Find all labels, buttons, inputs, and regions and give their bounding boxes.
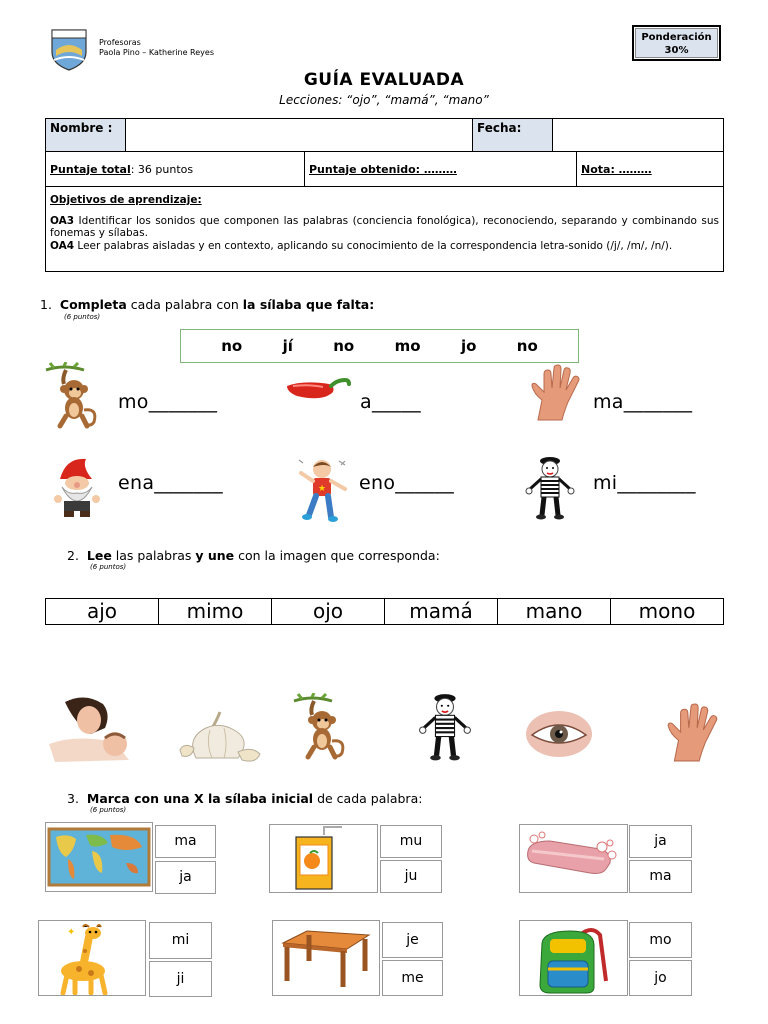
word-cell[interactable]: mamá <box>385 599 498 624</box>
soap-icon <box>519 824 628 893</box>
objectives-title: Objetivos de aprendizaje: <box>50 194 202 206</box>
monkey-icon <box>44 362 102 430</box>
weight-value: 30% <box>664 45 689 56</box>
syllable-option[interactable]: ma <box>155 825 216 858</box>
q1-points: (6 puntos) <box>64 313 101 321</box>
syllable-option[interactable]: ji <box>149 961 212 997</box>
q1-heading <box>40 297 374 312</box>
score-table <box>45 151 724 187</box>
weight-label: Ponderación <box>641 32 712 43</box>
word-blank[interactable]: mi________ <box>593 472 696 494</box>
objective-oa3 <box>50 215 719 240</box>
student-info-table <box>45 118 724 152</box>
name-label: Nombre : <box>46 119 126 152</box>
obtained-score[interactable] <box>305 152 577 187</box>
date-field[interactable] <box>553 119 724 152</box>
syllable: mo <box>394 337 421 355</box>
syllable-option[interactable]: ja <box>629 825 692 858</box>
hand-icon <box>528 364 584 422</box>
syllable: no <box>333 337 355 355</box>
mother-baby-icon[interactable] <box>45 694 137 766</box>
word-blank[interactable]: mo_______ <box>118 391 218 413</box>
teachers-label: Profesoras <box>99 38 141 47</box>
word-blank[interactable]: eno______ <box>359 472 455 494</box>
map-icon <box>45 822 153 892</box>
oa4-code: OA4 <box>50 239 75 252</box>
syllable-bank <box>180 329 579 363</box>
syllable-option[interactable]: mo <box>629 922 692 958</box>
syllable-option[interactable]: jo <box>629 960 692 996</box>
syllable-option[interactable]: ju <box>380 860 442 893</box>
q1-text1: cada palabra con <box>126 297 243 312</box>
svg-text:✦: ✦ <box>67 927 76 938</box>
date-label: Fecha: <box>473 119 553 152</box>
q2-heading <box>67 548 440 563</box>
syllable: no <box>516 337 538 355</box>
q3-text1: de cada palabra: <box>313 791 423 806</box>
gnome-icon <box>50 455 106 519</box>
hand-icon[interactable] <box>664 703 722 763</box>
chili-icon <box>283 376 351 404</box>
syllable-option[interactable]: je <box>382 922 443 958</box>
objective-oa4 <box>50 240 719 253</box>
q2-points: (6 puntos) <box>90 563 127 571</box>
backpack-icon <box>519 920 628 996</box>
word-blank[interactable]: ena_______ <box>118 472 223 494</box>
syllable-option[interactable]: ma <box>629 860 692 893</box>
page-subtitle: Lecciones: “ojo”, “mamá”, “mano” <box>279 93 489 107</box>
q3-points: (6 puntos) <box>90 806 127 814</box>
mime-icon <box>524 455 576 521</box>
q3-bold1: Marca con una X la sílaba inicial <box>86 791 314 806</box>
q2-number: 2. <box>67 548 79 563</box>
q3-heading <box>67 791 422 806</box>
q1-number: 1. <box>40 297 52 312</box>
teachers-names: Paola Pino – Katherine Reyes <box>99 48 214 57</box>
syllable-option[interactable]: me <box>382 960 443 996</box>
word-cell[interactable]: mano <box>498 599 611 624</box>
syllable-option[interactable]: mi <box>149 922 212 959</box>
word-cell[interactable]: mimo <box>159 599 272 624</box>
boy-icon <box>295 457 351 523</box>
total-score-label: Puntaje total <box>50 162 131 176</box>
word-table <box>45 598 724 625</box>
word-blank[interactable]: ma_______ <box>593 391 693 413</box>
q1-bold1: Completa <box>59 297 127 312</box>
oa4-text: Leer palabras aisladas y en contexto, aplicando su conocimiento de la correspondencia letra-sonido (/j/, /m/, /n/). <box>74 239 673 252</box>
syllable: jí <box>282 337 293 355</box>
objectives-box <box>45 186 724 272</box>
eye-icon[interactable] <box>526 711 592 757</box>
total-score-value: : 36 puntos <box>130 162 194 176</box>
juice-icon <box>269 824 378 893</box>
q1-bold2: la sílaba que falta: <box>242 297 375 312</box>
weight-box <box>632 25 721 61</box>
q2-bold1: Lee <box>86 548 112 563</box>
syllable-option[interactable]: ja <box>155 861 216 894</box>
q2-text1: las palabras <box>111 548 196 563</box>
q2-bold2: y une <box>195 548 235 563</box>
oa3-code: OA3 <box>50 214 75 227</box>
monkey-icon[interactable] <box>292 693 350 763</box>
word-cell[interactable]: ojo <box>272 599 385 624</box>
svg-text:★: ★ <box>317 484 327 494</box>
giraffe-icon <box>38 920 146 996</box>
obtained-score-label: Puntaje obtenido: ……… <box>309 162 457 176</box>
word-cell[interactable]: ajo <box>46 599 159 624</box>
grade-label: Nota: ……… <box>581 162 652 176</box>
name-field[interactable] <box>126 119 473 152</box>
mime-icon[interactable] <box>417 692 473 762</box>
table-icon <box>272 920 380 996</box>
total-score <box>46 152 305 187</box>
oa3-text: Identificar los sonidos que componen las palabras (conciencia fonológica), reconociendo, separando y combinando sus fonemas y sílabas. <box>50 214 719 239</box>
syllable: no <box>221 337 243 355</box>
school-logo-icon <box>46 26 92 72</box>
teachers <box>99 38 214 58</box>
grade[interactable] <box>577 152 724 187</box>
syllable-option[interactable]: mu <box>380 825 442 858</box>
q3-number: 3. <box>67 791 79 806</box>
word-blank[interactable]: a_____ <box>360 391 421 413</box>
word-cell[interactable]: mono <box>638 599 696 623</box>
syllable: jo <box>460 337 477 355</box>
page-title: GUÍA EVALUADA <box>303 70 465 90</box>
q2-text2: con la imagen que corresponda: <box>234 548 440 563</box>
garlic-icon[interactable] <box>176 708 262 764</box>
